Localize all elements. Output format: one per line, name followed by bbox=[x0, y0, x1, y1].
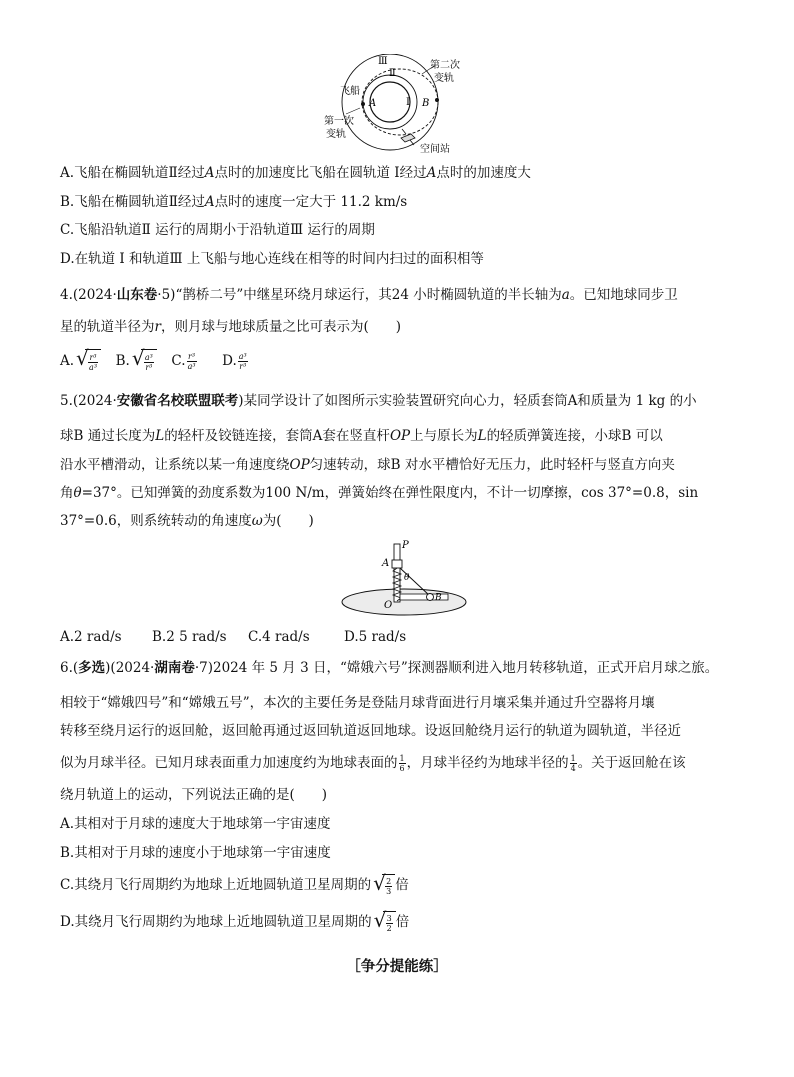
label-orbit2: Ⅱ bbox=[389, 68, 396, 79]
q5-option-b: B.2 5 rad/s bbox=[152, 629, 227, 645]
q4-option-a: A. √ $\frac{\text{r³}}{\text{a³}}$ bbox=[60, 353, 101, 369]
q3-option-a: A.飞船在椭圆轨道Ⅱ经过A点时的加速度比飞船在圆轨道 Ⅰ经过A点时的加速度大 bbox=[60, 165, 531, 181]
label-a: A bbox=[369, 98, 377, 109]
label-station: 空间站 bbox=[420, 144, 450, 155]
label-o: O bbox=[384, 600, 393, 611]
q4-options bbox=[60, 346, 249, 374]
q6-option-b: B.其相对于月球的速度小于地球第一宇宙速度 bbox=[60, 845, 331, 861]
label-orbit3: Ⅲ bbox=[378, 56, 388, 67]
label-theta: θ bbox=[404, 573, 410, 583]
q6-stem-line2: 相较于“嫦娥四号”和“嫦娥五号”，本次的主要任务是登陆月球背面进行月壤采集并通过升空器将月壤 bbox=[60, 695, 655, 711]
q6-stem-line3: 转移至绕月运行的返回舱，返回舱再通过返回轨道返回地球。设返回舱绕月运行的轨道为圆轨道，半径近 bbox=[60, 723, 681, 739]
q5-stem-line4: 角θ=37°。已知弹簧的劲度系数为100 N/m，弹簧始终在弹性限度内，不计一切摩擦，cos 37°=0.8，sin bbox=[60, 485, 699, 501]
q3-option-b: B.飞船在椭圆轨道Ⅱ经过A点时的速度一定大于 11.2 km/s bbox=[60, 194, 408, 210]
label-orbit1: Ⅰ bbox=[406, 97, 410, 108]
q5-option-a: A.2 rad/s bbox=[60, 629, 122, 645]
q6-option-d: D.其绕月飞行周期约为地球上近地圆轨道卫星周期的 √ $\frac{3}{2}$ 倍 bbox=[60, 908, 410, 933]
ball-b bbox=[427, 594, 434, 601]
turntable bbox=[342, 589, 466, 615]
label-a: A bbox=[382, 558, 390, 569]
q5-stem-line5: 37°=0.6，则系统转动的角速度ω为( ) bbox=[60, 513, 314, 529]
q3-option-d: D.在轨道 Ⅰ 和轨道Ⅲ 上飞船与地心连线在相等的时间内扫过的面积相等 bbox=[60, 251, 484, 267]
point-b bbox=[435, 98, 439, 102]
q4-option-b: B. √ $\frac{\text{a³}}{\text{r³}}$ bbox=[116, 353, 157, 369]
label-first-1: 第一次 bbox=[324, 116, 354, 127]
q6-stem-line5: 绕月轨道上的运动，下列说法正确的是( ) bbox=[60, 787, 328, 803]
q5-option-d: D.5 rad/s bbox=[344, 629, 407, 645]
section-heading: ［争分提能练］ bbox=[346, 958, 448, 975]
orbit-figure bbox=[318, 54, 498, 156]
sleeve-a bbox=[392, 560, 402, 568]
q5-stem-line3: 沿水平槽滑动，让系统以某一角速度绕OP匀速转动，球B 对水平槽恰好无压力，此时轻杆与竖直方向夹 bbox=[60, 457, 675, 473]
label-second-1: 第二次 bbox=[430, 60, 460, 71]
q6-stem-line1: 6.(多选)(2024·湖南卷·7)2024 年 5 月 3 日，“嫦娥六号”探测器顺利进入地月转移轨道，正式开启月球之旅。 bbox=[60, 660, 719, 676]
label-p: P bbox=[402, 540, 409, 551]
label-b: B bbox=[422, 98, 430, 109]
label-first-2: 变轨 bbox=[326, 129, 346, 140]
point-a bbox=[361, 102, 365, 106]
q5-stem-line2: 球B 通过长度为L的轻杆及铰链连接，套筒A套在竖直杆OP上与原长为L的轻质弹簧连接，小球B 可以 bbox=[60, 428, 663, 444]
q4-option-c: C. $\frac{\text{r³}}{\text{a³}}$ bbox=[171, 352, 196, 371]
q5-options bbox=[60, 628, 406, 646]
station-icon bbox=[401, 129, 415, 145]
q4-option-d: D. $\frac{\text{a³}}{\text{r³}}$ bbox=[222, 352, 247, 371]
apparatus-figure bbox=[338, 538, 468, 618]
label-second-2: 变轨 bbox=[434, 73, 454, 84]
label-ship: 飞船 bbox=[340, 86, 360, 97]
q3-option-c: C.飞船沿轨道Ⅱ 运行的周期小于沿轨道Ⅲ 运行的周期 bbox=[60, 222, 375, 238]
q6-stem-line4: 似为月球半径。已知月球表面重力加速度约为地球表面的 $\frac{1}{6}$ ，月球半径约为地球半径的 $\frac{1}{4}$ 。关于返回舱在该 bbox=[60, 754, 686, 773]
q5-option-c: C.4 rad/s bbox=[248, 629, 310, 645]
q6-option-a: A.其相对于月球的速度大于地球第一宇宙速度 bbox=[60, 816, 331, 832]
q4-stem-line1: 4.(2024·山东卷·5)“鹊桥二号”中继星环绕月球运行，其24 小时椭圆轨道的半长轴为a。已知地球同步卫 bbox=[60, 287, 678, 303]
q6-option-c: C.其绕月飞行周期约为地球上近地圆轨道卫星周期的 √ $\frac{2}{3}$ 倍 bbox=[60, 871, 409, 896]
label-b: B bbox=[435, 593, 442, 603]
q5-stem-line1: 5.(2024·安徽省名校联盟联考)某同学设计了如图所示实验装置研究向心力，轻质套筒A和质量为 1 kg 的小 bbox=[60, 393, 697, 409]
q4-stem-line2: 星的轨道半径为r，则月球与地球质量之比可表示为( ) bbox=[60, 319, 402, 335]
